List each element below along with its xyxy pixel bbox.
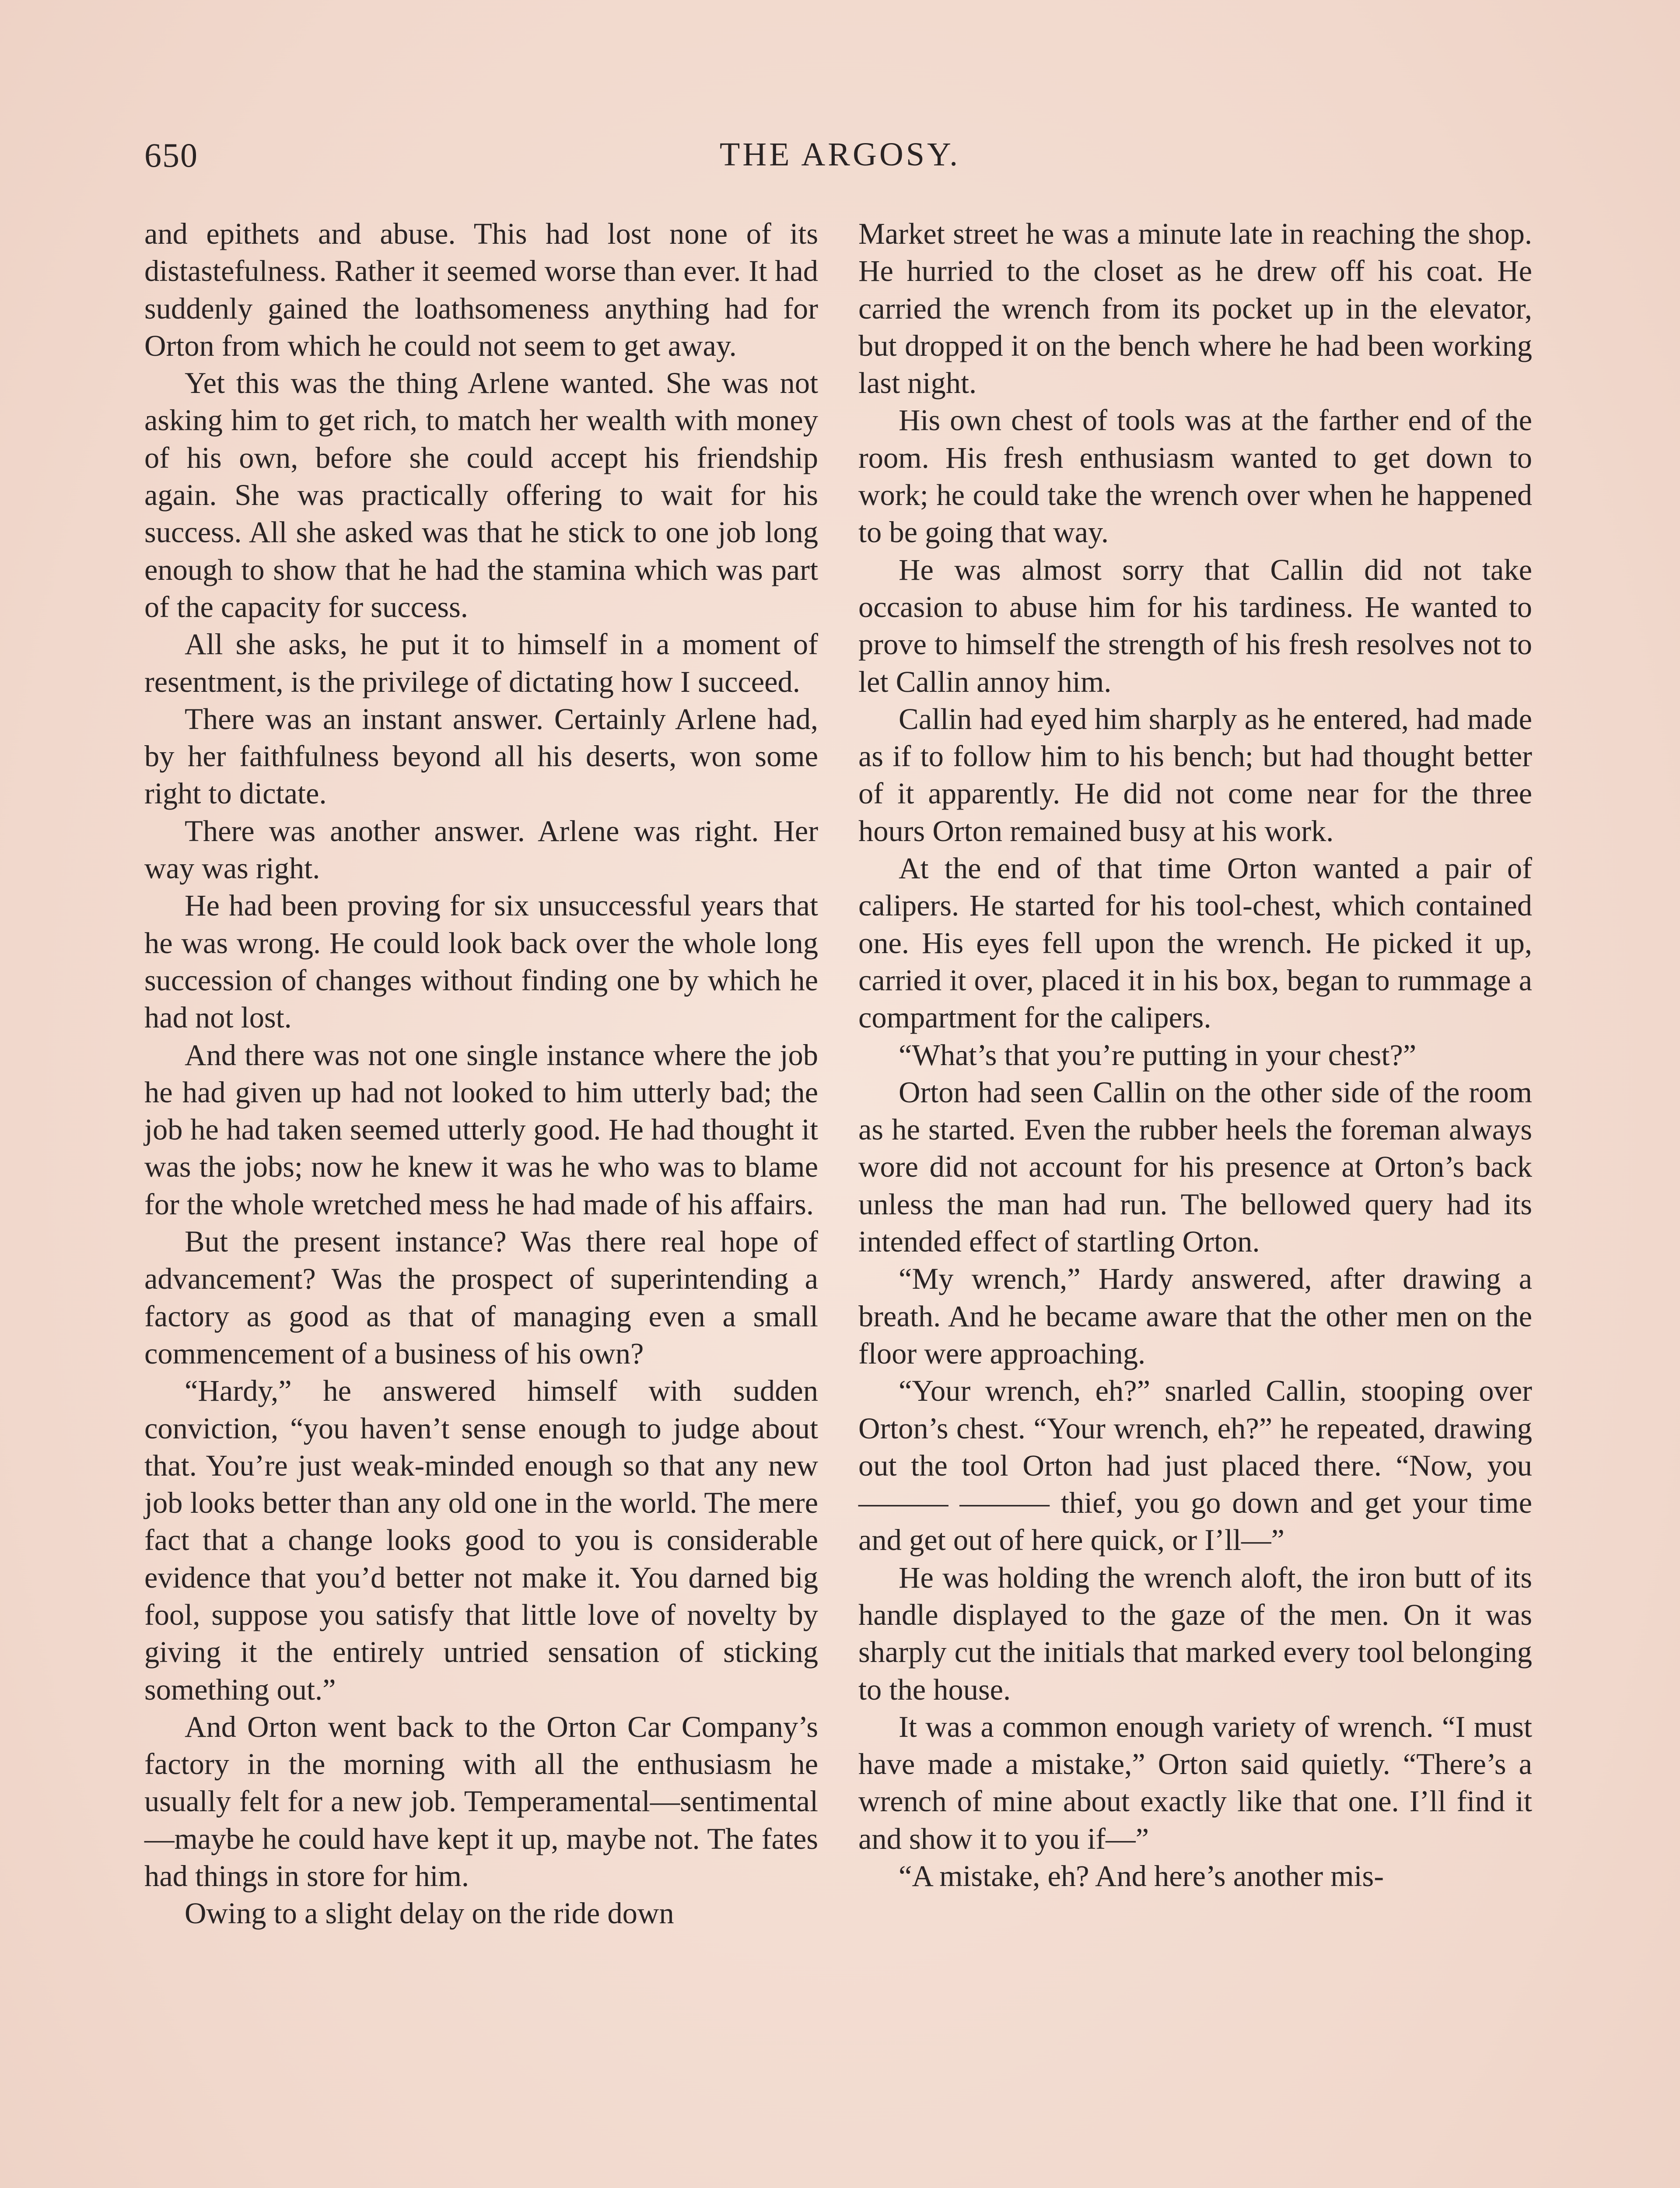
paragraph: “My wrench,” Hardy answered, after drawing a breath. And he became aware that the other men on the floor were approaching. (858, 1262, 1532, 1370)
paragraph: All she asks, he put it to himself in a moment of resentment, is the privilege of dictating how I succeed. (144, 628, 818, 698)
paragraph: He was holding the wrench aloft, the iron butt of its handle displayed to the gaze of the men. On it was sharply cut the initials that marked every tool belonging to the house. (858, 1560, 1532, 1706)
paragraph: “Hardy,” he answered himself with sudden conviction, “you haven’t sense enough to judge about that. You’re just weak-minded enough so that any new job looks better than any old one in the world. The mere fact that a change looks good to you is considerable evidence that you’d better not make it. You darned big fool, suppose you satisfy that little love of novelty by giving it the entirely untried sensation of sticking something out.” (144, 1374, 818, 1706)
paragraph: It was a common enough variety of wrench. “I must have made a mistake,” Orton said quietly. “There’s a wrench of mine about exactly like that one. I’ll find it and show it to you if—” (858, 1710, 1532, 1855)
paragraph: “Your wrench, eh?” snarled Callin, stooping over Orton’s chest. “Your wrench, eh?” he repeated, drawing out the tool Orton had just placed there. “Now, you ——— ——— thief, you go down and get your time and get out of here quick, or I’ll—” (858, 1374, 1532, 1557)
paragraph: and epithets and abuse. This had lost none of its distastefulness. Rather it seemed worse than ever. It had suddenly gained the loathsomeness anything had for Orton from which he could not seem to get away. (144, 217, 818, 362)
paragraph: Market street he was a minute late in reaching the shop. He hurried to the closet as he drew off his coat. He carried the wrench from its pocket up in the elevator, but dropped it on the bench where he had been working last night. (858, 217, 1532, 400)
paragraph: He had been proving for six unsuccessful years that he was wrong. He could look back over the whole long succession of changes without finding one by which he had not lost. (144, 889, 818, 1034)
paragraph: “A mistake, eh? And here’s another mis- (899, 1859, 1384, 1893)
page-header (144, 136, 1536, 184)
paragraph: Yet this was the thing Arlene wanted. She was not asking him to get rich, to match her wealth with money of his own, before she could accept his friendship again. She was practically offering to wait for his success. All she asked was that he stick to one job long enough to show that he had the stamina which was part of the capacity for success. (144, 366, 818, 624)
paragraph: And there was not one single instance where the job he had given up had not looked to him utterly bad; the job he had taken seemed utterly good. He had thought it was the jobs; now he knew it was he who was to blame for the whole wretched mess he had made of his affairs. (144, 1038, 818, 1221)
paragraph: He was almost sorry that Callin did not take occasion to abuse him for his tardiness. He wanted to prove to himself the strength of his fresh resolves not to let Callin annoy him. (858, 553, 1532, 698)
right-column (858, 215, 1532, 1895)
paragraph: At the end of that time Orton wanted a pair of calipers. He started for his tool-chest, which contained one. His eyes fell upon the wrench. He picked it up, carried it over, placed it in his box, began to rummage a compartment for the calipers. (858, 852, 1532, 1034)
left-column (144, 215, 818, 1932)
paragraph: Orton had seen Callin on the other side of the room as he started. Even the rubber heels the foreman always wore did not account for his presence at Orton’s back unless the man had run. The bellowed query had its intended effect of startling Orton. (858, 1075, 1532, 1259)
paragraph: Owing to a slight delay on the ride down (185, 1897, 674, 1930)
paragraph: “What’s that you’re putting in your chest?” (899, 1038, 1417, 1072)
paragraph: There was an instant answer. Certainly Arlene had, by her faithfulness beyond all his deserts, won some right to dictate. (144, 702, 818, 810)
page-number: 650 (144, 136, 198, 174)
running-title: THE ARGOSY. (719, 136, 961, 173)
paragraph: His own chest of tools was at the farther end of the room. His fresh enthusiasm wanted to get down to work; he could take the wrench over when he happened to be going that way. (858, 403, 1532, 549)
paragraph: And Orton went back to the Orton Car Company’s factory in the morning with all the enthusiasm he usually felt for a new job. Temperamental—sentimental—maybe he could have kept it up, maybe not. The fates had things in store for him. (144, 1710, 818, 1893)
paragraph: But the present instance? Was there real hope of advancement? Was the prospect of superintending a factory as good as that of managing even a small commencement of a business of his own? (144, 1225, 818, 1370)
paragraph: There was another answer. Arlene was right. Her way was right. (144, 814, 818, 885)
paragraph: Callin had eyed him sharply as he entered, had made as if to follow him to his bench; but had thought better of it apparently. He did not come near for the three hours Orton remained busy at his work. (858, 702, 1532, 848)
